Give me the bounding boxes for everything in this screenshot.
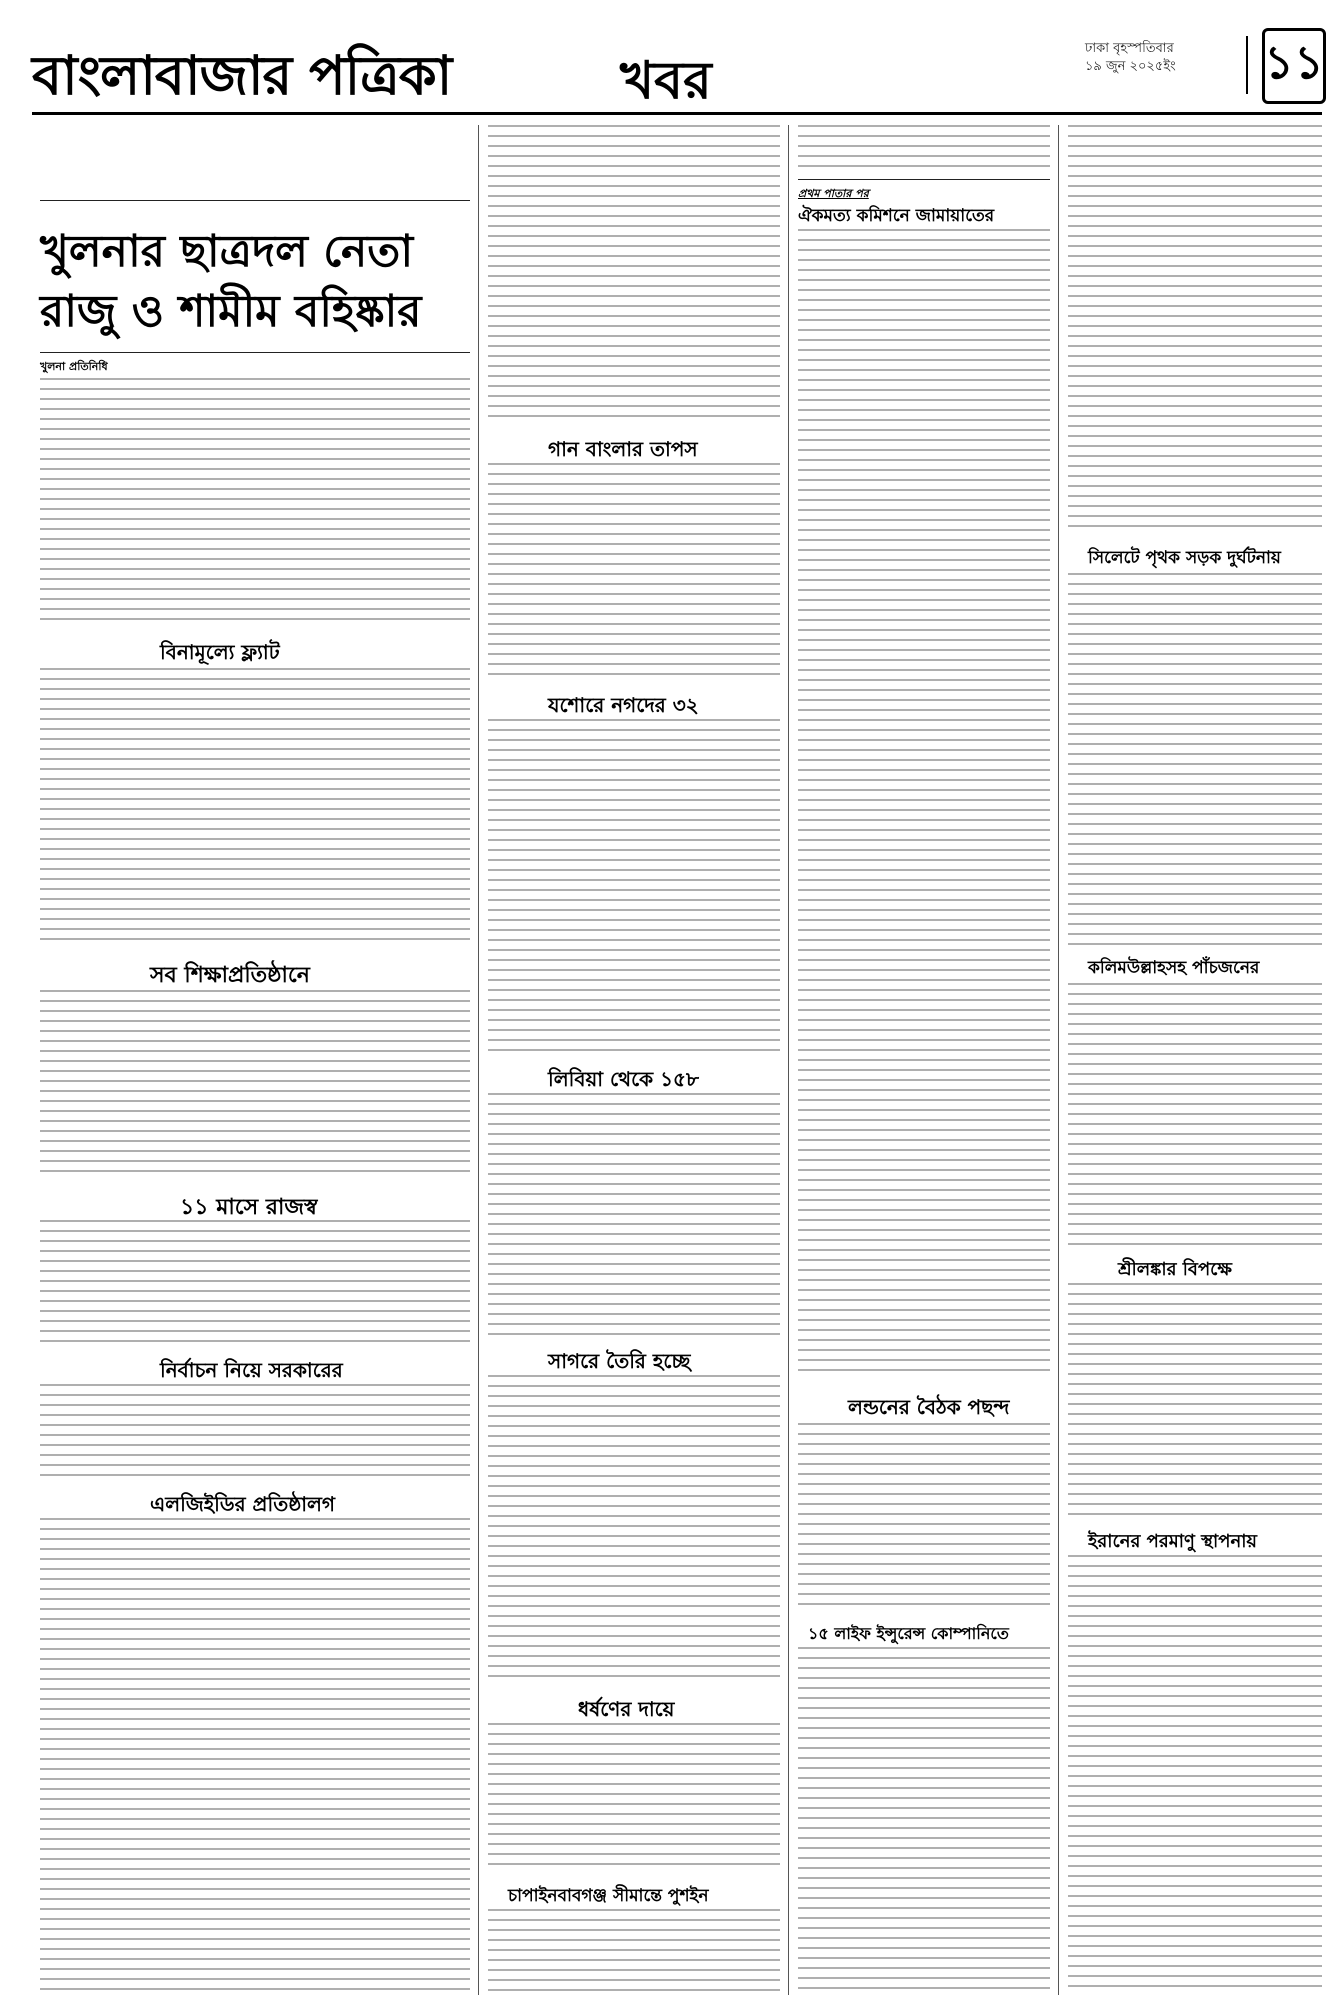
article-text: [1068, 1555, 1322, 1993]
headline-rape: ধর্ষণের দায়ে: [578, 1697, 675, 1721]
masthead: [0, 0, 1344, 118]
column-2-body: [488, 125, 780, 1994]
dateline: [1085, 40, 1176, 76]
article-text: [40, 1518, 470, 1992]
column-1-body: [40, 378, 470, 1994]
headline-sea: সাগরে তৈরি হচ্ছে: [548, 1349, 691, 1373]
headline-revenue: ১১ মাসে রাজস্ব: [180, 1194, 318, 1220]
section-title: খবর: [620, 50, 712, 111]
continued-kicker: প্রথম পাতার পর: [798, 187, 869, 200]
article-text: [488, 463, 780, 681]
page-number: ১১: [1262, 28, 1326, 104]
headline-edu: সব শিক্ষাপ্রতিষ্ঠানে: [150, 962, 310, 988]
headline-consensus: ঐকমত্য কমিশনে জামায়াতের: [798, 206, 995, 226]
headline-kalim: কলিমউল্লাহসহ পাঁচজনের: [1088, 958, 1260, 978]
article-text: [1068, 1283, 1322, 1517]
article-text: [488, 1909, 780, 1993]
masthead-rule: [32, 112, 1322, 115]
headline-jessore: যশোরে নগদের ৩২: [548, 693, 699, 717]
section-rule: [798, 179, 1050, 180]
lead-byline: খুলনা প্রতিনিধি: [40, 360, 108, 373]
newspaper-logo: বাংলাবাজার পত্রিকা: [32, 43, 452, 107]
headline-music: গান বাংলার তাপস: [548, 437, 698, 461]
headline-election: নির্বাচন নিয়ে সরকারের: [160, 1358, 343, 1382]
article-text: [40, 990, 470, 1180]
article-text: [1068, 573, 1322, 945]
article-text: [798, 1423, 1050, 1613]
masthead-divider: [1246, 36, 1248, 94]
lead-headline: খুলনার ছাত্রদল নেতা রাজু ও শামীম বহিষ্কার: [40, 226, 422, 337]
article-text: [1068, 983, 1322, 1245]
column-4-body: [1068, 125, 1322, 1994]
article-text: [488, 1093, 780, 1339]
article-text: [798, 125, 1050, 173]
headline-london: লন্ডনের বৈঠক পছন্দ: [848, 1395, 1010, 1419]
column-divider: [788, 125, 789, 1995]
article-text: [40, 668, 470, 946]
article-text: [488, 1375, 780, 1685]
article-text: [1068, 125, 1322, 535]
article-text: [488, 719, 780, 1057]
article-text: [40, 1384, 470, 1484]
date-date: ১৯ জুন ২০২৫ইং: [1085, 59, 1176, 74]
headline-libya: লিবিয়া থেকে ১৫৮: [548, 1067, 700, 1091]
article-text: [40, 378, 470, 626]
article-text: [488, 125, 780, 425]
date-day: ঢাকা বৃহস্পতিবার: [1085, 41, 1174, 56]
article-text: [798, 1647, 1050, 1993]
lead-bottom-rule: [40, 352, 470, 353]
article-text: [798, 229, 1050, 1379]
headline-srilanka: শ্রীলঙ্কার বিপক্ষে: [1118, 1259, 1232, 1280]
lead-top-rule: [40, 200, 470, 201]
column-3-body: [798, 125, 1050, 1994]
headline-border: চাপাইনবাবগঞ্জ সীমান্তে পুশইন: [508, 1886, 709, 1906]
headline-insurance: ১৫ লাইফ ইন্সুরেন্স কোম্পানিতে: [808, 1624, 1009, 1643]
headline-iran: ইরানের পরমাণু স্থাপনায়: [1088, 1531, 1258, 1552]
article-text: [40, 1220, 470, 1348]
column-divider: [1058, 125, 1059, 1995]
article-text: [488, 1723, 780, 1873]
headline-flat: বিনামূল্যে ফ্ল্যাট: [160, 640, 280, 664]
headline-lged: এলজিইডির প্রতিষ্ঠালগ: [150, 1492, 336, 1516]
headline-sylhet: সিলেটে পৃথক সড়ক দুর্ঘটনায়: [1088, 548, 1281, 568]
column-divider: [478, 125, 479, 1995]
